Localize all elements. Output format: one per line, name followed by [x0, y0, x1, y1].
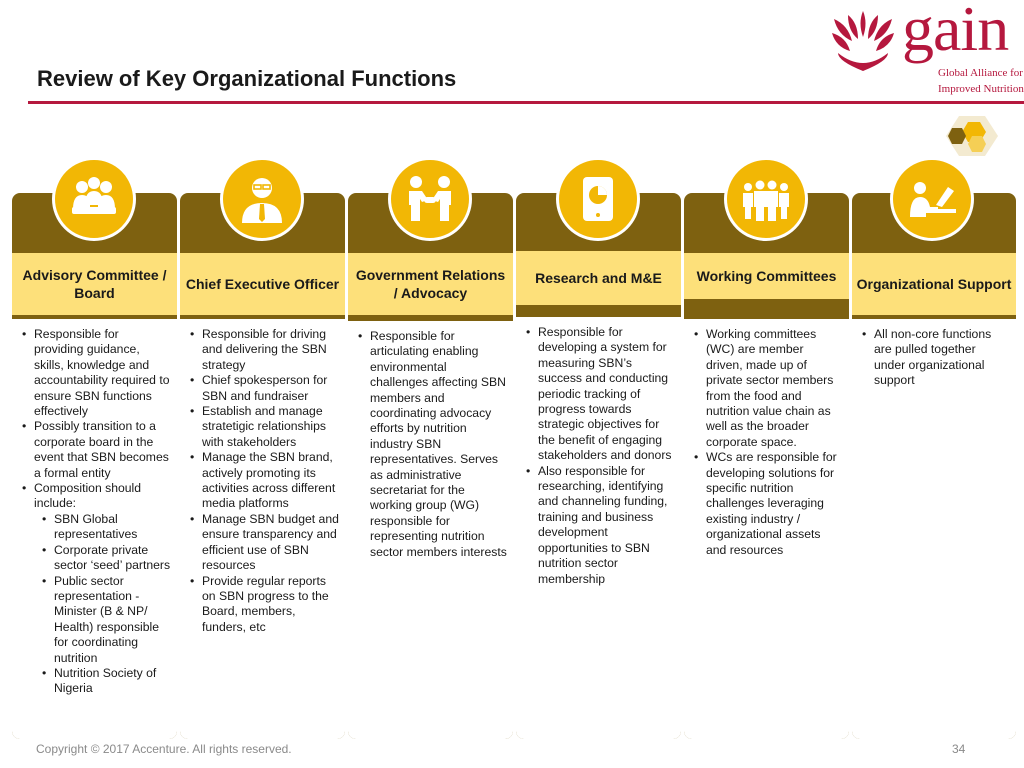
icon-badge: [890, 157, 974, 241]
list-item: • WCs are responsible for developing solutions for specific nutrition challenges leveraging existing industry / organizational assets and resources: [706, 450, 843, 558]
handshake-icon: [404, 173, 456, 225]
column-header: Chief Executive Officer: [180, 253, 345, 315]
icon-badge: [220, 157, 304, 241]
column-government-relations: [348, 157, 513, 739]
column-body: [12, 319, 177, 739]
list-item: • Manage SBN budget and ensure transparency and efficient use of SBN resources: [202, 512, 339, 574]
column-organizational-support: [852, 157, 1016, 739]
logo-tagline-line2: Improved Nutrition: [938, 83, 1024, 95]
title-divider: [28, 101, 1024, 104]
sub-list-item: • SBN Global representatives: [54, 512, 171, 543]
list-item: • Manage the SBN brand, actively promoting its activities across different media platforms: [202, 450, 339, 512]
list-item: • Working committees (WC) are member driven, made up of private sector members from the food and nutrition value chain as well as the broader corporate space.: [706, 327, 843, 450]
column-body: [348, 321, 513, 739]
column-header: Working Committees: [684, 253, 849, 299]
hexagon-decoration-icon: [946, 114, 998, 158]
list-item: • Responsible for developing a system for measuring SBN’s success and conducting periodic tracking of progress towards strategic objectives for the benefit of engaging stakeholders and donors: [538, 325, 675, 464]
icon-badge: [724, 157, 808, 241]
column-body: [180, 319, 345, 739]
list-item: • Responsible for driving and delivering the SBN strategy: [202, 327, 339, 373]
list-item: • Responsible for providing guidance, skills, knowledge and accountability required to ensure SBN functions effectively: [34, 327, 171, 419]
sub-list-item: • Corporate private sector ‘seed’ partners: [54, 543, 171, 574]
gain-logo: [828, 0, 1024, 97]
sub-list-item: • Public sector representation - Minister (B & NP/ Health) responsible for coordinating nutrition: [54, 574, 171, 666]
list-item: • Also responsible for researching, identifying and channeling funding, training and business development opportunities to SBN nutrition sector membership: [538, 464, 675, 587]
logo-tagline-line1: Global Alliance for: [938, 67, 1023, 79]
icon-badge: [556, 157, 640, 241]
logo-wordmark: gain: [902, 0, 1009, 64]
list-item: • Establish and manage stratetigic relationships with stakeholders: [202, 404, 339, 450]
wheat-icon: [828, 11, 898, 75]
desk-worker-icon: [906, 173, 958, 225]
group-meeting-icon: [68, 173, 120, 225]
bullet-list: [20, 327, 171, 697]
executive-person-icon: [236, 173, 288, 225]
team-icon: [740, 173, 792, 225]
column-header: Organizational Support: [852, 253, 1016, 315]
sub-bullet-list: [34, 512, 171, 697]
column-header: Research and M&E: [516, 251, 681, 305]
column-chief-executive: [180, 157, 345, 739]
column-header: Government Relations / Advocacy: [348, 253, 513, 315]
bullet-list: [188, 327, 339, 635]
icon-badge: [52, 157, 136, 241]
bullet-list: [356, 329, 507, 560]
column-header: Advisory Committee / Board: [12, 253, 177, 315]
slide-title: Review of Key Organizational Functions: [37, 66, 457, 91]
column-body: [516, 317, 681, 739]
list-item: • Possibly transition to a corporate board in the event that SBN becomes a formal entity: [34, 419, 171, 481]
copyright-footer: Copyright © 2017 Accenture. All rights reserved.: [36, 742, 292, 756]
column-working-committees: [684, 157, 849, 739]
bullet-list: [692, 327, 843, 558]
function-columns: [12, 157, 1016, 739]
list-item-text: Composition should include:: [34, 481, 142, 511]
list-item: • Chief spokesperson for SBN and fundraiser: [202, 373, 339, 404]
column-body: [684, 319, 849, 739]
column-research-me: [516, 157, 681, 739]
list-item: • Responsible for articulating enabling environmental challenges affecting SBN members and coordinating advocacy efforts by nutrition industry SBN representatives. Serves as administrative secretariat for the working group (WG) responsible for representing nutrition sector members interests: [370, 329, 507, 560]
list-item: • Provide regular reports on SBN progress to the Board, members, funders, etc: [202, 574, 339, 636]
column-body: [852, 319, 1016, 739]
tablet-chart-icon: [572, 173, 624, 225]
column-advisory-committee: [12, 157, 177, 739]
bullet-list: [860, 327, 1010, 389]
list-item: [34, 481, 171, 697]
sub-list-item: • Nutrition Society of Nigeria: [54, 666, 171, 697]
icon-badge: [388, 157, 472, 241]
bullet-list: [524, 325, 675, 587]
list-item: • All non-core functions are pulled together under organizational support: [874, 327, 1010, 389]
page-number: 34: [952, 742, 966, 756]
